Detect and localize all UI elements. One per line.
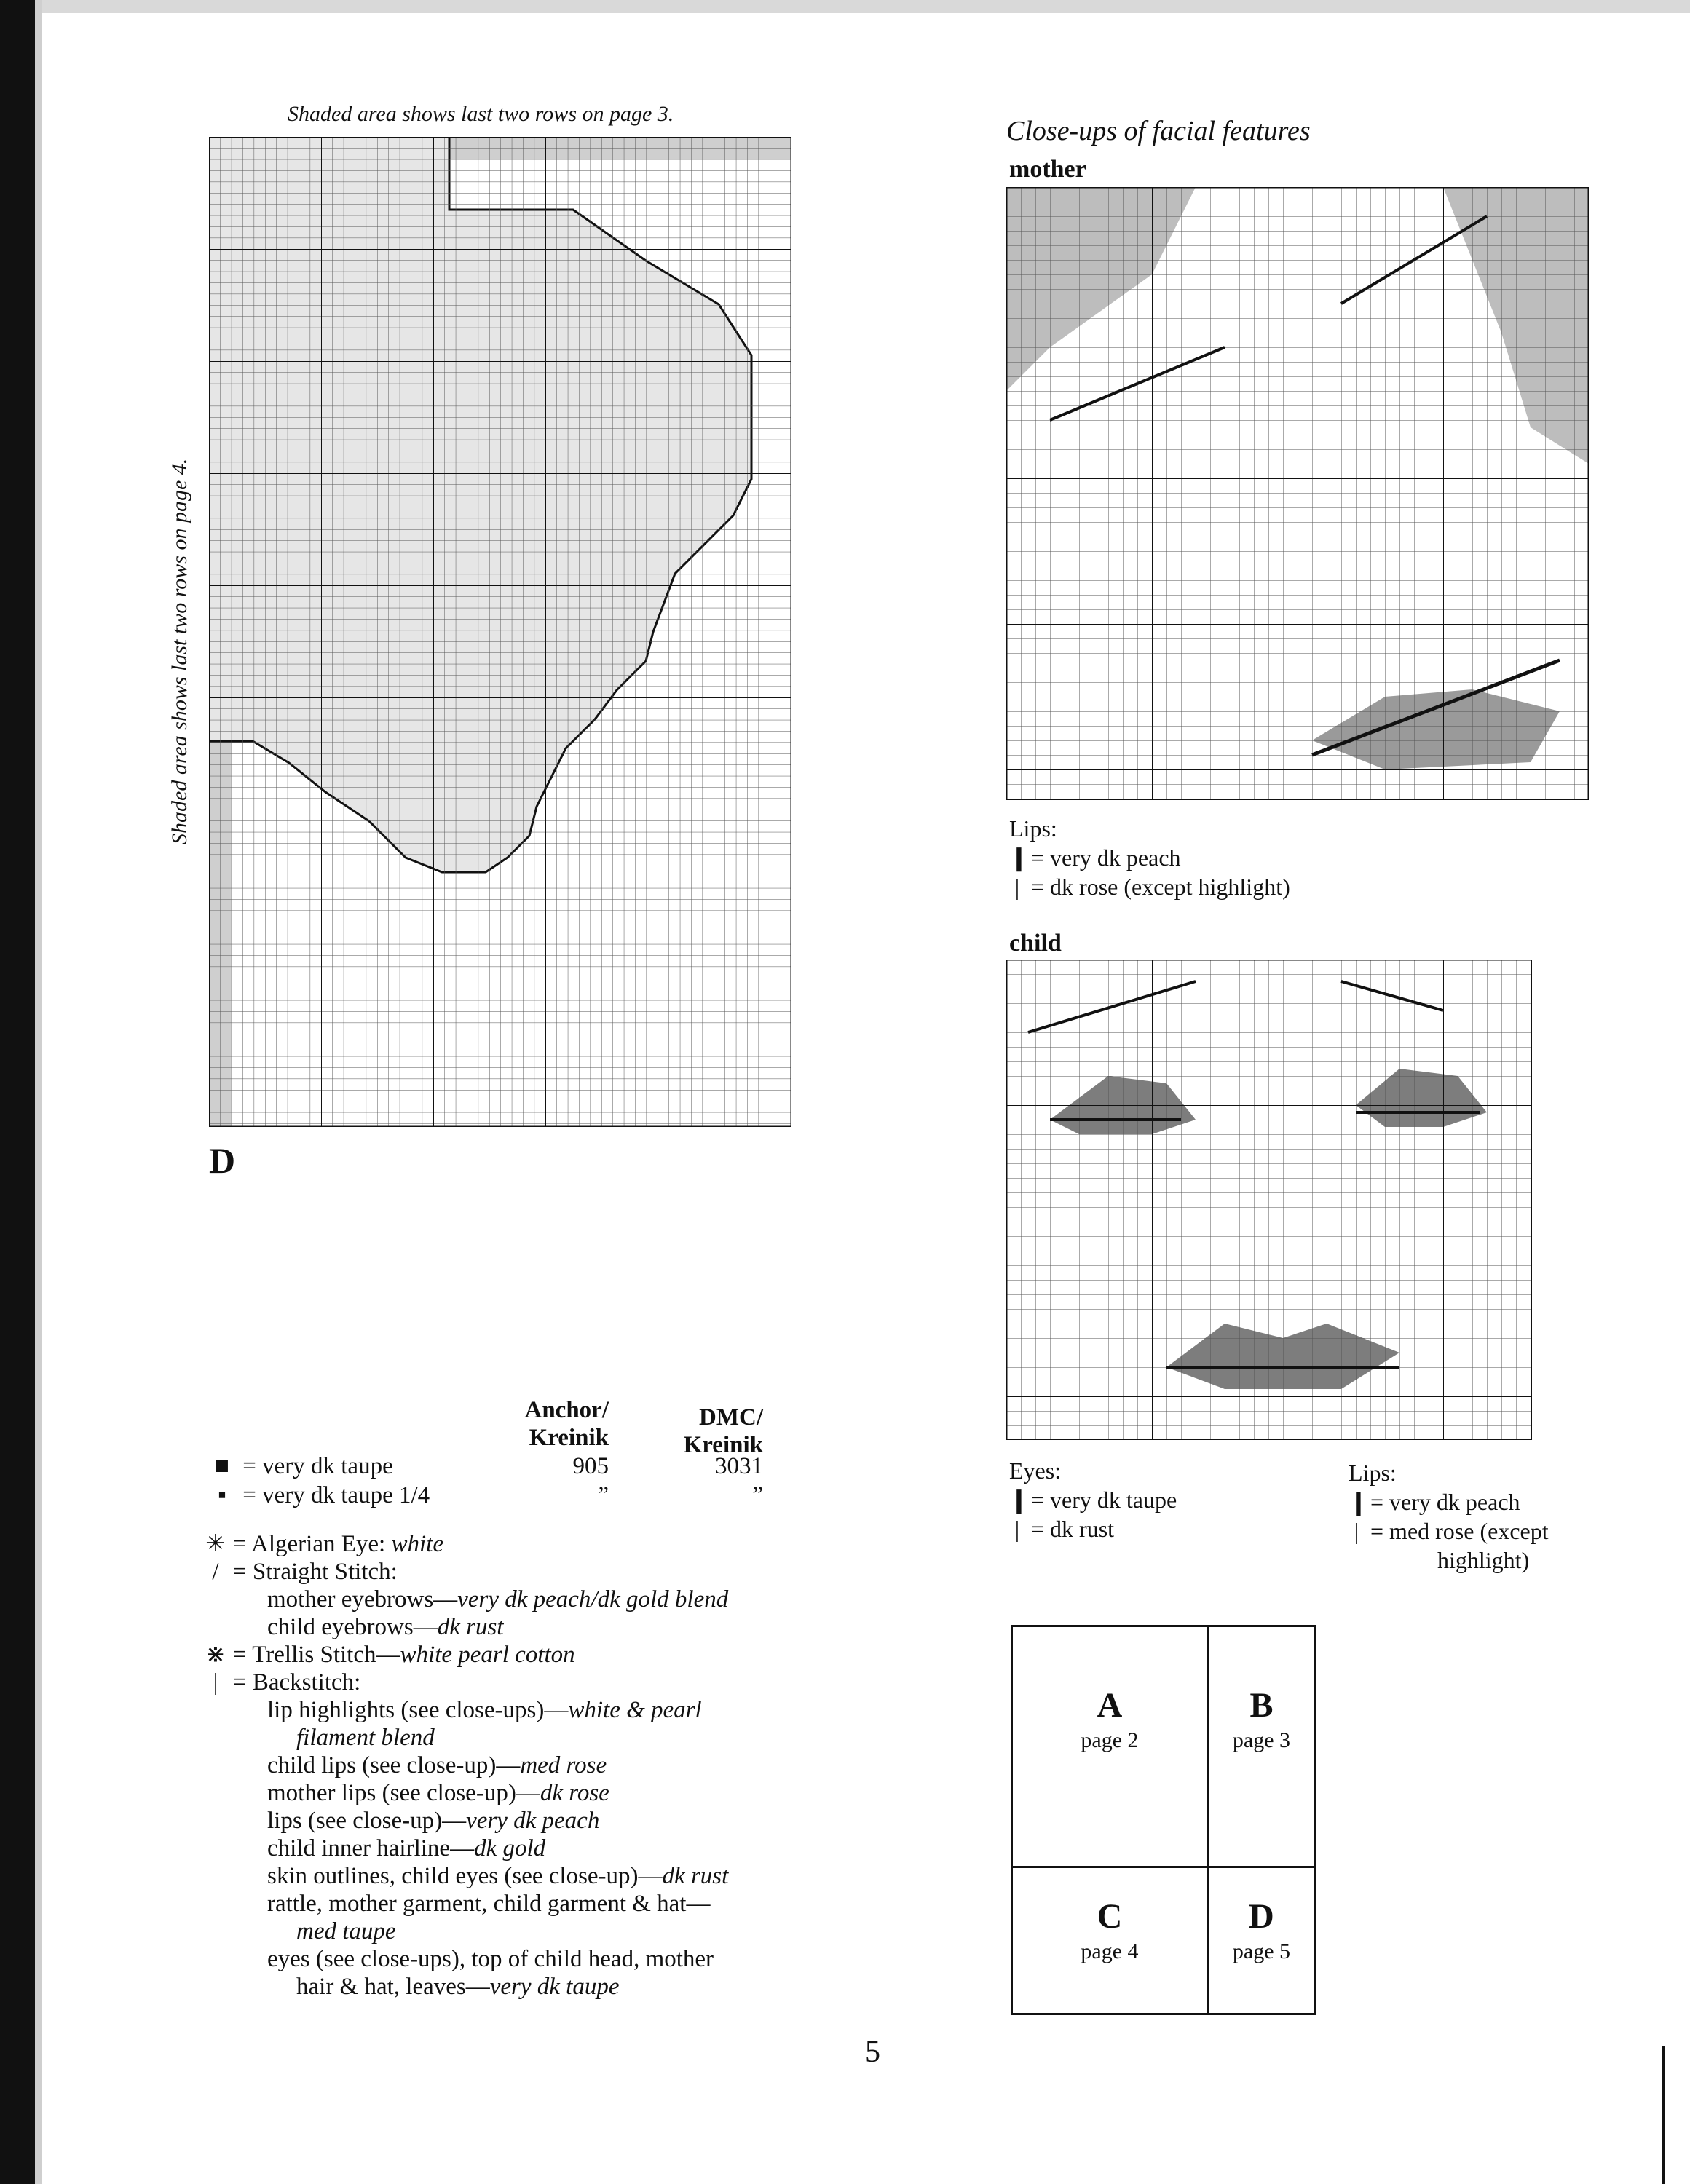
- child-eyes-legend-text: = very dk taupe: [1031, 1487, 1177, 1513]
- stitch-detail-row: [198, 1724, 728, 1752]
- key-row-dmc-value: 3031: [715, 1453, 763, 1479]
- filled-square-icon: ■: [215, 1453, 229, 1479]
- stitch-detail-row: [198, 1890, 728, 1918]
- stitch-detail-row: [198, 1696, 728, 1724]
- chart-d-letter: D: [209, 1140, 236, 1181]
- stitch-detail-label: hair & hat, leaves—: [296, 1974, 490, 2000]
- stitch-detail-value: dk rose: [540, 1780, 609, 1806]
- trellis-stitch-icon: ⋇: [205, 1642, 226, 1668]
- stitch-detail-row: [198, 1752, 728, 1779]
- mother-lips-legend-text: = dk rose (except highlight): [1031, 874, 1290, 900]
- page-edge-rule: [1662, 2046, 1665, 2184]
- child-closeup-grid: [1006, 960, 1532, 1440]
- stitch-detail-row: [198, 1862, 728, 1890]
- mother-closeup-grid: [1006, 187, 1589, 800]
- mother-closeup-label: mother: [1009, 156, 1086, 183]
- straight-stitch-row: [198, 1558, 728, 1586]
- child-lips-legend: [1349, 1458, 1549, 1575]
- page-map-cell-b: [1209, 1685, 1314, 1753]
- very-dk-peach-line-icon: ❙: [1009, 844, 1029, 871]
- stitch-detail-label: lips (see close-up)—: [267, 1808, 467, 1834]
- dk-rose-line-icon: |: [1014, 874, 1020, 900]
- chart-d-top-caption: Shaded area shows last two rows on page 3.: [288, 102, 674, 126]
- stitch-detail-row: [198, 1779, 728, 1807]
- anchor-kreinik-header: [463, 1396, 609, 1452]
- trellis-stitch-row: [198, 1641, 728, 1669]
- key-row-name: = very dk taupe 1/4: [242, 1482, 430, 1508]
- child-lips-legend-row: [1349, 1546, 1549, 1575]
- page-map-letter: D: [1249, 1897, 1274, 1936]
- key-row-anchor-value: 905: [572, 1453, 609, 1479]
- key-row-very-dk-taupe-quarter: [208, 1482, 430, 1509]
- dmc-header-line: DMC/: [699, 1404, 763, 1431]
- mother-lips-legend-text: = very dk peach: [1031, 844, 1181, 871]
- page-binding-shadow: [35, 0, 42, 2184]
- stitch-label: = Algerian Eye:: [233, 1531, 386, 1557]
- key-row-name: = very dk taupe: [242, 1453, 393, 1479]
- stitch-detail-value: very dk peach/dk gold blend: [457, 1586, 729, 1613]
- mother-lips-legend-row: [1009, 843, 1290, 872]
- page-map-letter: A: [1097, 1686, 1123, 1725]
- stitch-detail-value: filament blend: [296, 1725, 435, 1751]
- stitch-label: = Backstitch:: [233, 1669, 361, 1696]
- stitch-detail-label: child lips (see close-up)—: [267, 1752, 521, 1779]
- stitch-label: = Straight Stitch:: [233, 1559, 398, 1585]
- mother-lips-legend-row: [1009, 872, 1290, 901]
- stitch-detail-value: med rose: [520, 1752, 607, 1779]
- page-number: 5: [865, 2035, 880, 2069]
- straight-stitch-icon: /: [212, 1559, 219, 1585]
- dk-rust-line-icon: |: [1014, 1516, 1020, 1542]
- stitch-detail-row: [198, 1973, 728, 2001]
- stitch-detail-label: mother lips (see close-up)—: [267, 1780, 540, 1806]
- stitch-detail-row: [198, 1613, 728, 1641]
- stitch-detail-label: mother eyebrows—: [267, 1586, 458, 1613]
- page-binding-edge: [0, 0, 35, 2184]
- key-row-dmc-value: ”: [752, 1482, 763, 1508]
- key-row-anchor-value: ”: [598, 1482, 609, 1508]
- stitch-detail-label: skin outlines, child eyes (see close-up)—: [267, 1863, 663, 1889]
- child-lips-legend-text: highlight): [1437, 1547, 1530, 1573]
- algerian-eye-icon: ✳: [205, 1531, 226, 1557]
- stitch-detail-value: very dk taupe: [489, 1974, 620, 2000]
- page-map-page: page 5: [1232, 1939, 1291, 1963]
- closeups-title: Close-ups of facial features: [1006, 116, 1311, 146]
- stitch-detail-value: med taupe: [296, 1918, 396, 1944]
- anchor-header-line: Anchor/: [524, 1397, 609, 1423]
- stitch-detail-value: white & pearl: [568, 1697, 702, 1723]
- stitch-detail-label: lip highlights (see close-ups)—: [267, 1697, 569, 1723]
- stitch-detail-value: dk gold: [474, 1835, 546, 1861]
- page-top-edge: [42, 0, 1690, 13]
- child-closeup-label: child: [1009, 930, 1062, 957]
- stitch-detail-row: [198, 1586, 728, 1613]
- stitch-value: white pearl cotton: [400, 1642, 575, 1668]
- page-map-page: page 2: [1081, 1728, 1139, 1752]
- chart-d-stitch-grid: [209, 137, 791, 1127]
- page-map-page: page 3: [1232, 1728, 1291, 1752]
- anchor-header-line: Kreinik: [529, 1425, 609, 1451]
- algerian-eye-row: [198, 1530, 728, 1558]
- page-map-cell-d: [1209, 1896, 1314, 1964]
- child-lips-legend-row: [1349, 1487, 1549, 1516]
- child-lips-legend-title: Lips:: [1349, 1460, 1397, 1486]
- stitch-legend: [198, 1530, 728, 2001]
- page-map-letter: C: [1097, 1897, 1123, 1936]
- page-map-letter: B: [1249, 1686, 1274, 1725]
- backstitch-row: [198, 1669, 728, 1696]
- page-map: [1011, 1625, 1316, 2015]
- child-eyes-legend-title: Eyes:: [1009, 1457, 1062, 1484]
- dmc-kreinik-header: [617, 1404, 763, 1459]
- mother-lips-legend: [1009, 814, 1290, 901]
- stitch-detail-value: dk rust: [662, 1863, 729, 1889]
- small-square-icon: ▪: [218, 1482, 226, 1508]
- child-lips-legend-text: = med rose (except: [1370, 1518, 1549, 1544]
- child-eyes-legend-row: [1009, 1485, 1177, 1514]
- page-map-cell-c: [1013, 1896, 1207, 1964]
- stitch-value: white: [391, 1531, 443, 1557]
- stitch-detail-label: eyes (see close-ups), top of child head, mother: [267, 1946, 714, 1972]
- stitch-label: = Trellis Stitch—: [233, 1642, 400, 1668]
- stitch-detail-label: child inner hairline—: [267, 1835, 475, 1861]
- page-map-page: page 4: [1081, 1939, 1139, 1963]
- child-eyes-legend-text: = dk rust: [1031, 1516, 1115, 1542]
- stitch-detail-row: [198, 1835, 728, 1862]
- child-lips-legend-text: = very dk peach: [1370, 1489, 1520, 1515]
- chart-d-side-caption: Shaded area shows last two rows on page 4.: [167, 458, 191, 844]
- child-eyes-legend-row: [1009, 1514, 1177, 1543]
- key-row-very-dk-taupe: [208, 1453, 393, 1480]
- very-dk-taupe-line-icon: ❙: [1009, 1487, 1029, 1513]
- stitch-detail-label: rattle, mother garment, child garment & hat—: [267, 1891, 711, 1917]
- mother-lips-legend-title: Lips:: [1009, 815, 1057, 842]
- child-eyes-legend: [1009, 1456, 1177, 1543]
- page-map-cell-a: [1013, 1685, 1207, 1753]
- dmc-header-line: Kreinik: [683, 1432, 763, 1458]
- stitch-detail-row: [198, 1918, 728, 1945]
- stitch-detail-row: [198, 1945, 728, 1973]
- stitch-detail-value: dk rust: [437, 1614, 504, 1640]
- med-rose-line-icon: |: [1354, 1518, 1359, 1544]
- child-lips-legend-row: [1349, 1516, 1549, 1546]
- page-map-divider: [1013, 1866, 1314, 1868]
- stitch-detail-value: very dk peach: [466, 1808, 600, 1834]
- backstitch-icon: |: [213, 1669, 218, 1696]
- stitch-detail-row: [198, 1807, 728, 1835]
- stitch-detail-label: child eyebrows—: [267, 1614, 438, 1640]
- very-dk-peach-line-icon: ❙: [1349, 1489, 1368, 1515]
